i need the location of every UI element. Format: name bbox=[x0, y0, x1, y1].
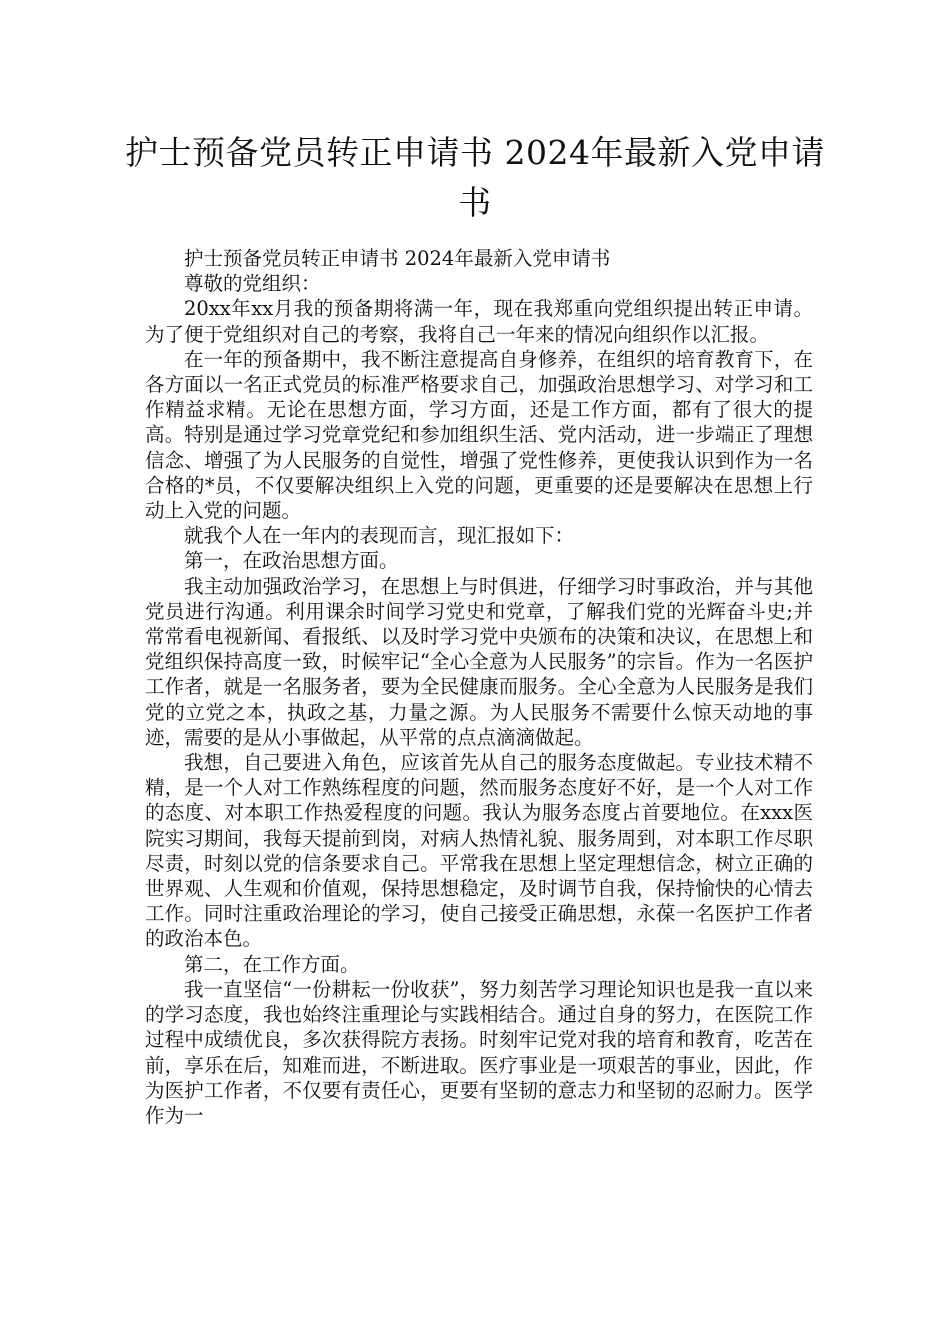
paragraph-service-attitude: 我想，自己要进入角色，应该首先从自己的服务态度做起。专业技术精不精，是一个人对工作熟练程度的问题，然而服务态度好不好，是一个人对工作的态度、对本职工作热爱程度的问题。我认为服务态度占首要地位。在xxx医院实习期间，我每天提前到岗，对病人热情礼貌、服务周到，对本职工作尽职尽责，时刻以党的信条要求自己。平常我在思想上坚定理想信念，树立正确的世界观、人生观和价值观，保持思想稳定，及时调节自我，保持愉快的心情去工作。同时注重政治理论的学习，使自己接受正确思想，永葆一名医护工作者的政治本色。 bbox=[145, 751, 813, 951]
paragraph-heading-repeat: 护士预备党员转正申请书 2024年最新入党申请书 bbox=[184, 247, 611, 270]
paragraph-political-study: 我主动加强政治学习，在思想上与时俱进，仔细学习时事政治，并与其他党员进行沟通。利用课余时间学习党史和党章，了解我们党的光辉奋斗史;并常常看电视新闻、看报纸、以及时学习党中央颁布的决策和决议，在思想上和党组织保持高度一致，时候牢记“全心全意为人民服务”的宗旨。作为一名医护工作者，就是一名服务者，要为全民健康而服务。全心全意为人民服务是我们党的立党之本，执政之基，力量之源。为人民服务不需要什么惊天动地的事迹，需要的是从小事做起，从平常的点点滴滴做起。 bbox=[145, 574, 813, 749]
paragraph-section-one-heading: 第一，在政治思想方面。 bbox=[184, 549, 399, 573]
paragraph-salutation: 尊敬的党组织： bbox=[184, 272, 321, 296]
paragraph-intro: 20xx年xx月我的预备期将满一年，现在我郑重向党组织提出转正申请。为了便于党组织对自己的考察，我将自己一年来的情况向组织作以汇报。 bbox=[145, 297, 813, 346]
paragraph-report-lead: 就我个人在一年内的表现而言，现汇报如下： bbox=[184, 524, 575, 548]
document-title: 护士预备党员转正申请书 2024年最新入党申请书 bbox=[125, 133, 825, 222]
paragraph-work: 我一直坚信“一份耕耘一份收获”，努力刻苦学习理论知识也是我一直以来的学习态度，我也始终注重理论与实践相结合。通过自身的努力，在医院工作过程中成绩优良，多次获得院方表扬。时刻牢记党对我的培育和教育，吃苦在前，享乐在后，知难而进，不断进取。医疗事业是一项艰苦的事业，因此，作为医护工作者，不仅要有责任心，更要有坚韧的意志力和坚韧的忍耐力。医学作为一 bbox=[145, 977, 813, 1127]
document-body bbox=[145, 246, 813, 1128]
paragraph-probation-summary: 在一年的预备期中，我不断注意提高自身修养，在组织的培育教育下，在各方面以一名正式党员的标准严格要求自己，加强政治思想学习、对学习和工作精益求精。无论在思想方面，学习方面，还是工作方面，都有了很大的提高。特别是通过学习党章党纪和参加组织生活、党内活动，进一步端正了理想信念、增强了为人民服务的自觉性，增强了党性修养，更使我认识到作为一名合格的*员，不仅要解决组织上入党的问题，更重要的还是要解决在思想上行动上入党的问题。 bbox=[145, 347, 813, 523]
paragraph-section-two-heading: 第二，在工作方面。 bbox=[184, 952, 360, 976]
